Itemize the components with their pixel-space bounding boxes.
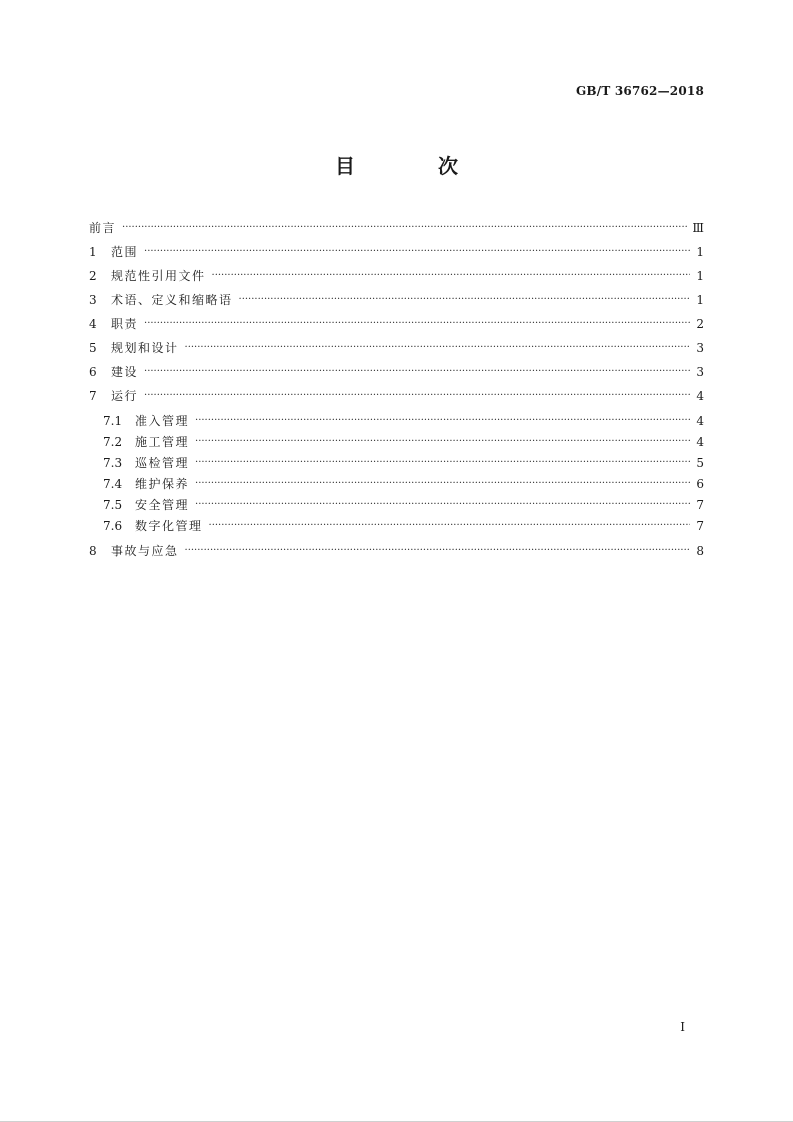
dot-leader	[144, 246, 690, 258]
toc-entry-number: 2	[89, 269, 97, 283]
toc-entry-foreword[interactable]	[89, 218, 704, 238]
toc-entry-page: 4	[696, 389, 704, 403]
page-title: 目 次	[335, 154, 496, 178]
toc-entry-label: 规划和设计	[111, 341, 179, 355]
toc-entry-number: 1	[89, 245, 97, 259]
toc-entry-label: 范围	[111, 245, 139, 259]
toc-entry-7-6[interactable]	[103, 516, 704, 536]
toc-entry-page: 3	[696, 341, 704, 355]
dot-leader	[195, 457, 690, 469]
dot-leader	[144, 318, 690, 330]
toc-entry-number: 5	[89, 341, 97, 355]
toc-entry-7[interactable]	[89, 386, 704, 406]
dot-leader	[144, 366, 690, 378]
dot-leader	[209, 520, 690, 532]
toc-entry-page: 2	[696, 317, 704, 331]
dot-leader	[122, 222, 688, 234]
toc-entry-page: 6	[696, 477, 704, 491]
dot-leader	[195, 415, 690, 427]
toc-entry-page: 4	[696, 414, 704, 428]
standard-code: GB/T 36762—2018	[575, 84, 704, 98]
toc-entry-7-5[interactable]	[103, 495, 704, 515]
toc-entry-number: 7.3	[103, 456, 123, 470]
dot-leader	[239, 294, 690, 306]
toc-entry-1[interactable]	[89, 242, 704, 262]
toc-entry-number: 7.4	[103, 477, 123, 491]
toc-entry-label: 职责	[111, 317, 139, 331]
toc-entry-5[interactable]	[89, 338, 704, 358]
toc-entry-label: 规范性引用文件	[111, 269, 206, 283]
dot-leader	[144, 390, 690, 402]
dot-leader	[195, 499, 690, 511]
page-number: I	[680, 1020, 685, 1034]
toc-entry-label: 施工管理	[135, 435, 190, 449]
toc-entry-page: 7	[696, 519, 704, 533]
toc-entry-label: 巡检管理	[135, 456, 190, 470]
toc-entry-label: 前言	[89, 221, 117, 235]
toc-entry-number: 8	[89, 544, 97, 558]
toc-entry-label: 事故与应急	[111, 544, 179, 558]
toc-entry-6[interactable]	[89, 362, 704, 382]
toc-entry-label: 准入管理	[135, 414, 190, 428]
toc-entry-label: 数字化管理	[135, 519, 203, 533]
toc-entry-number: 3	[89, 293, 97, 307]
toc-entry-3[interactable]	[89, 290, 704, 310]
toc-entry-page: Ⅲ	[692, 221, 704, 235]
toc-entry-page: 8	[696, 544, 704, 558]
toc-entry-number: 7.1	[103, 414, 123, 428]
dot-leader	[212, 270, 690, 282]
toc-entry-7-1[interactable]	[103, 411, 704, 431]
toc-entry-label: 建设	[111, 365, 139, 379]
toc-entry-2[interactable]	[89, 266, 704, 286]
toc-entry-7-4[interactable]	[103, 474, 704, 494]
toc-entry-page: 1	[696, 293, 704, 307]
toc-entry-7-2[interactable]	[103, 432, 704, 452]
dot-leader	[195, 436, 690, 448]
toc-entry-4[interactable]	[89, 314, 704, 334]
toc-entry-8[interactable]	[89, 541, 704, 561]
dot-leader	[195, 478, 690, 490]
toc-entry-page: 1	[696, 269, 704, 283]
toc-entry-page: 3	[696, 365, 704, 379]
dot-leader	[185, 545, 690, 557]
toc-entry-number: 7.2	[103, 435, 123, 449]
toc-entry-page: 4	[696, 435, 704, 449]
toc-entry-label: 维护保养	[135, 477, 190, 491]
toc-entry-page: 1	[696, 245, 704, 259]
toc-entry-number: 4	[89, 317, 97, 331]
toc-entry-number: 7.5	[103, 498, 123, 512]
toc-entry-7-3[interactable]	[103, 453, 704, 473]
toc-entry-number: 6	[89, 365, 97, 379]
toc-entry-page: 7	[696, 498, 704, 512]
toc-entry-page: 5	[696, 456, 704, 470]
dot-leader	[185, 342, 690, 354]
toc-entry-number: 7.6	[103, 519, 123, 533]
toc-entry-label: 安全管理	[135, 498, 190, 512]
toc-entry-label: 术语、定义和缩略语	[111, 293, 233, 307]
toc-entry-label: 运行	[111, 389, 139, 403]
toc-entry-number: 7	[89, 389, 97, 403]
